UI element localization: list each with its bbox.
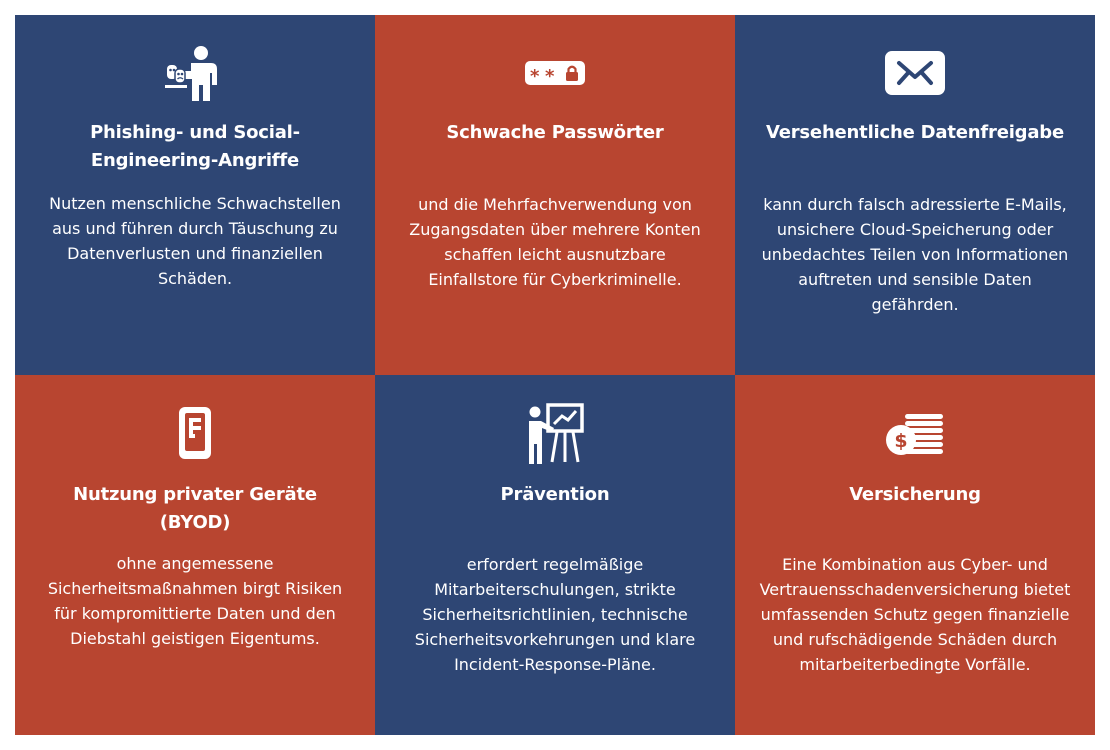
card-body: Nutzen menschliche Schwachstellen aus und führen durch Täuschung zu Datenverlusten und finanziellen Schäden.: [49, 194, 341, 288]
card-data-sharing: [735, 15, 1095, 375]
card-body: erfordert regelmäßige Mitarbeiterschulungen, strikte Sicherheitsrichtlinien, technische Sicherheitsvorkehrungen und klare Incident-Response-Pläne.: [414, 555, 696, 674]
card-title: Versehentliche Datenfreigabe: [765, 122, 1065, 143]
card-phishing: [15, 15, 375, 375]
card-body: und die Mehrfachverwendung von Zugangsdaten über mehrere Konten schaffen leicht ausnutzbare Einfallstore für Cyberkriminelle.: [409, 195, 701, 289]
card-byod: [15, 375, 375, 735]
card-passwords: [375, 15, 735, 375]
card-title: Prävention: [500, 484, 610, 505]
mobile-device-icon: [175, 405, 215, 461]
envelope-icon: [884, 49, 946, 97]
svg-text:$: $: [894, 430, 908, 452]
password-icon: [524, 58, 586, 88]
money-coins-icon: [883, 410, 947, 456]
theater-masks-person-icon: [163, 45, 227, 101]
card-title: Schwache Passwörter: [446, 122, 664, 143]
card-title: Versicherung: [849, 484, 981, 505]
card-title: Phishing- und Social-Engineering-Angriffe: [90, 122, 300, 171]
card-body: ohne angemessene Sicherheitsmaßnahmen birgt Risiken für kompromittierte Daten und den Diebstahl geistigen Eigentums.: [47, 554, 343, 648]
card-prevention: [375, 375, 735, 735]
svg-text:*: *: [545, 66, 555, 87]
card-body: Eine Kombination aus Cyber- und Vertrauensschadenversicherung bietet umfassenden Schutz gegen finanzielle und rufschädigende Schäden durch mitarbeiterbedingte Vorfälle.: [759, 555, 1071, 674]
presentation-training-icon: [524, 402, 586, 464]
risk-grid: [15, 15, 1095, 735]
card-title: Nutzung privater Geräte (BYOD): [73, 484, 317, 533]
svg-text:*: *: [530, 66, 540, 87]
card-body: kann durch falsch adressierte E-Mails, unsichere Cloud-Speicherung oder unbedachtes Teilen von Informationen auftreten und sensible Daten gefährden.: [761, 195, 1069, 314]
card-insurance: [735, 375, 1095, 735]
